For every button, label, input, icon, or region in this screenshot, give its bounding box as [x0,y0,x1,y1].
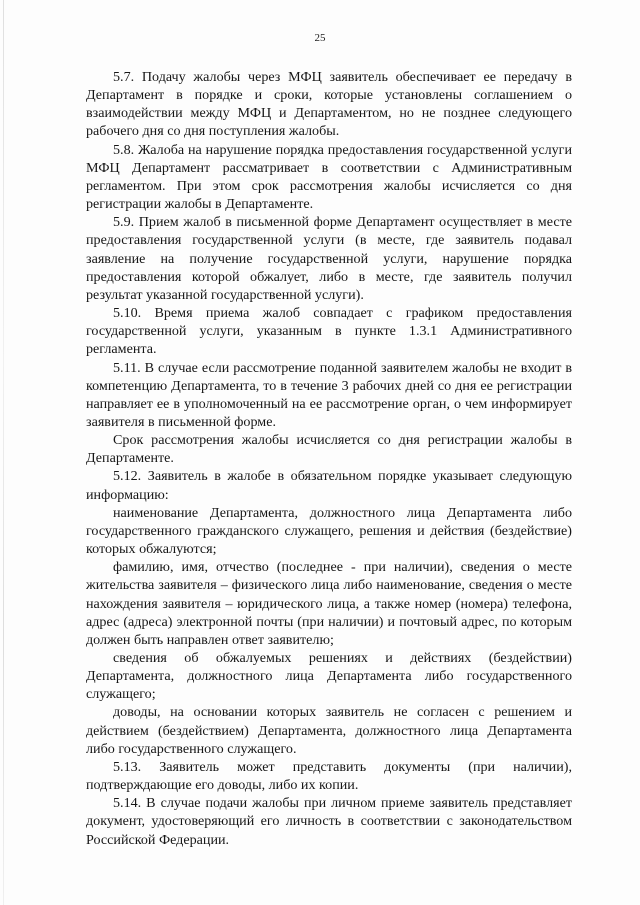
paragraph-5-12-item-applicant: фамилию, имя, отчество (последнее - при наличии), сведения о месте жительства заявителя – физического лица либо наименование, сведения о месте нахождения заявителя – юридического лица, а также номер (номера) телефона, адрес (адреса) электронной почты (при наличии) и почтовый адрес, по которым должен быть направлен ответ заявителю; [86,559,572,648]
paragraph-5-12-item-decisions: сведения об обжалуемых решениях и действиях (бездействии) Департамента, должностного лица Департамента либо государственного служащего; [86,650,572,703]
paragraph-5-11: 5.11. В случае если рассмотрение поданной заявителем жалобы не входит в компетенцию Департамента, то в течение 3 рабочих дней со дня ее регистрации направляет ее в уполномоченный на ее рассмотрение орган, о чем информирует заявителя в письменной форме. [86,359,572,430]
paragraph-5-8: 5.8. Жалоба на нарушение порядка предоставления государственной услуги МФЦ Департамент рассматривает в соответствии с Административным регламентом. При этом срок рассмотрения жалобы исчисляется со дня регистрации жалобы в Департаменте. [86,141,572,213]
paragraph-5-12-item-arguments: доводы, на основании которых заявитель не согласен с решением и действием (бездействием) Департамента, должностного лица Департамента либо государственного служащего. [86,704,572,757]
paragraph-5-10: 5.10. Время приема жалоб совпадает с графиком предоставления государственной услуги, указанным в пункте 1.3.1 Административного регламента. [86,305,572,358]
paragraph-5-7: 5.7. Подачу жалобы через МФЦ заявитель обеспечивает ее передачу в Департамент в порядке и сроки, которые установлены соглашением о взаимодействии между МФЦ и Департаментом, но не позднее следующего рабочего дня со дня поступления жалобы. [86,69,572,140]
paragraph-5-12: 5.12. Заявитель в жалобе в обязательном порядке указывает следующую информацию: [86,468,572,503]
document-body [86,68,572,849]
paragraph-5-14: 5.14. В случае подачи жалобы при личном приеме заявитель представляет документ, удостоверяющий его личность в соответствии с законодательством Российской Федерации. [86,795,572,848]
paragraph-5-13: 5.13. Заявитель может представить документы (при наличии), подтверждающие его доводы, либо их копии. [86,758,572,794]
page-number: 25 [314,32,326,44]
paragraph-5-9: 5.9. Прием жалоб в письменной форме Департамент осуществляет в месте предоставления государственной услуги (в месте, где заявитель подавал заявление на получение государственной услуги, нарушение порядка предоставления которой обжалует, либо в месте, где заявитель получил результат указанной государственной услуги). [86,214,572,303]
paragraph-5-12-item-name: наименование Департамента, должностного лица Департамента либо государственного гражданского служащего, решения и действия (бездействие) которых обжалуются; [86,504,572,558]
scan-edge [3,0,4,905]
paragraph-5-11-term: Срок рассмотрения жалобы исчисляется со дня регистрации жалобы в Департаменте. [86,432,572,467]
